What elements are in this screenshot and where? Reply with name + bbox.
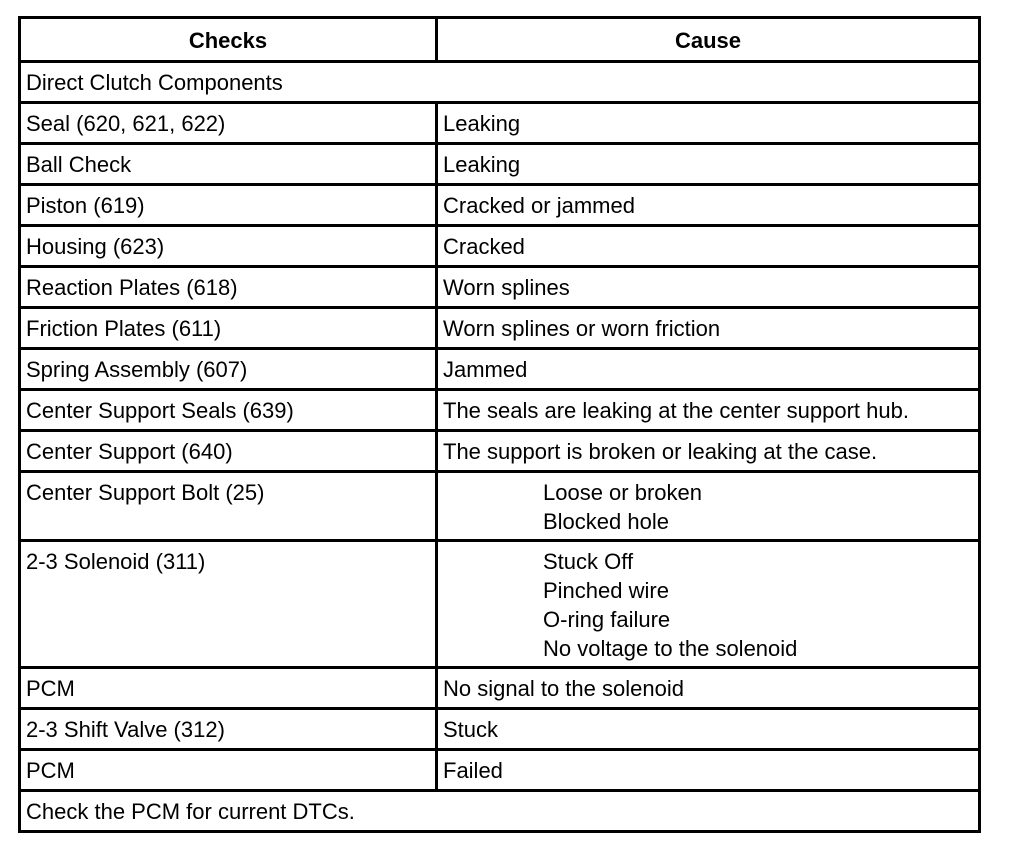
table-row	[20, 349, 980, 390]
table-row	[20, 472, 980, 541]
cause-cell	[437, 431, 980, 472]
footer-note: Check the PCM for current DTCs.	[20, 791, 980, 832]
check-cell: Center Support (640)	[20, 431, 437, 472]
header-row	[20, 18, 980, 62]
cause-line: Worn splines or worn friction	[443, 316, 721, 341]
table-row	[20, 431, 980, 472]
cause-line: Failed	[443, 758, 503, 783]
table-row	[20, 267, 980, 308]
cause-cell	[437, 226, 980, 267]
header-checks: Checks	[20, 18, 437, 62]
table-row	[20, 226, 980, 267]
check-cell: Center Support Bolt (25)	[20, 472, 437, 541]
table-row	[20, 390, 980, 431]
cause-line: The seals are leaking at the center support hub.	[443, 398, 909, 423]
footer-row	[20, 791, 980, 832]
cause-line: Worn splines	[443, 275, 570, 300]
cause-line: Leaking	[443, 152, 521, 177]
cause-cell	[437, 750, 980, 791]
cause-line: Jammed	[443, 357, 528, 382]
diagnosis-table	[18, 16, 981, 833]
cause-line: Cracked or jammed	[443, 193, 635, 218]
section-row	[20, 62, 980, 103]
table-body	[20, 62, 980, 832]
cause-line: The support is broken or leaking at the case.	[443, 439, 878, 464]
check-cell: Center Support Seals (639)	[20, 390, 437, 431]
cause-line: O-ring failure	[543, 607, 671, 632]
cause-line: Loose or broken	[543, 480, 702, 505]
cause-line: Stuck	[443, 717, 499, 742]
cause-cell	[437, 668, 980, 709]
check-cell: Reaction Plates (618)	[20, 267, 437, 308]
cause-cell	[437, 349, 980, 390]
cause-line: Blocked hole	[543, 509, 669, 534]
cause-cell	[437, 144, 980, 185]
cause-cell	[437, 308, 980, 349]
table-row	[20, 750, 980, 791]
check-cell: 2-3 Solenoid (311)	[20, 541, 437, 668]
cause-cell	[437, 472, 980, 541]
section-title: Direct Clutch Components	[20, 62, 980, 103]
cause-line: No signal to the solenoid	[443, 676, 684, 701]
table-row	[20, 185, 980, 226]
cause-cell	[437, 185, 980, 226]
cause-line: Stuck Off	[543, 549, 634, 574]
header-cause: Cause	[437, 18, 980, 62]
check-cell: PCM	[20, 668, 437, 709]
table-row	[20, 103, 980, 144]
check-cell: Spring Assembly (607)	[20, 349, 437, 390]
cause-line: Pinched wire	[543, 578, 669, 603]
cause-line: Leaking	[443, 111, 521, 136]
check-cell: 2-3 Shift Valve (312)	[20, 709, 437, 750]
table-row	[20, 709, 980, 750]
table-row	[20, 541, 980, 668]
cause-cell	[437, 709, 980, 750]
check-cell: Housing (623)	[20, 226, 437, 267]
check-cell: PCM	[20, 750, 437, 791]
table-row	[20, 144, 980, 185]
cause-cell	[437, 103, 980, 144]
check-cell: Ball Check	[20, 144, 437, 185]
check-cell: Friction Plates (611)	[20, 308, 437, 349]
table-row	[20, 668, 980, 709]
check-cell: Piston (619)	[20, 185, 437, 226]
cause-line: No voltage to the solenoid	[543, 636, 798, 661]
check-cell: Seal (620, 621, 622)	[20, 103, 437, 144]
table-row	[20, 308, 980, 349]
cause-cell	[437, 541, 980, 668]
cause-cell	[437, 390, 980, 431]
cause-cell	[437, 267, 980, 308]
cause-line: Cracked	[443, 234, 525, 259]
